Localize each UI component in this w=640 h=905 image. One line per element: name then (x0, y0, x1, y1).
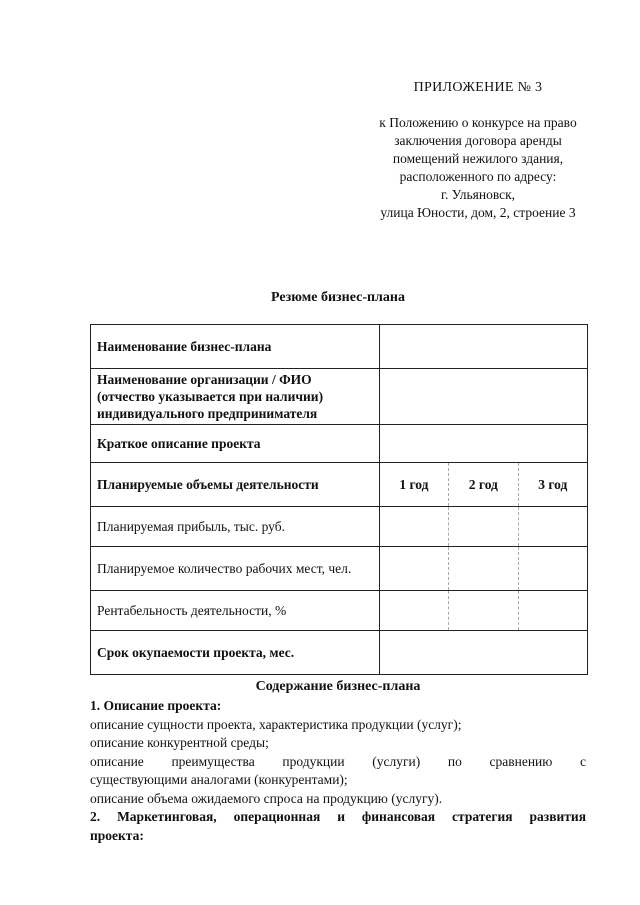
organization-name-label: Наименование организации / ФИО (отчество указывается при наличии) индивидуального предпринимателя (91, 369, 380, 425)
brief-description-value[interactable] (379, 425, 587, 463)
table-row (91, 425, 588, 463)
profitability-year-3[interactable] (518, 591, 587, 631)
payback-period-value[interactable] (379, 631, 587, 675)
planned-profit-year-1[interactable] (379, 507, 448, 547)
brief-description-label: Краткое описание проекта (91, 425, 380, 463)
table-row (91, 325, 588, 369)
list-item: существующими аналогами (конкурентами); (90, 772, 348, 787)
planned-volumes-label: Планируемые объемы деятельности (91, 463, 380, 507)
reference-line: г. Ульяновск, (440, 187, 516, 202)
profitability-label: Рентабельность деятельности, % (91, 591, 380, 631)
resume-table (90, 324, 588, 675)
reference-line: к Положению о конкурсе на право (379, 115, 577, 130)
list-item: описание сущности проекта, характеристика продукции (услуг); (90, 716, 462, 732)
reference-line: улица Юности, дом, 2, строение 3 (380, 205, 576, 220)
year-1-header: 1 год (379, 463, 448, 507)
list-item: описание преимущества продукции (услуги) по сравнению с (90, 753, 586, 769)
planned-profit-year-3[interactable] (518, 507, 587, 547)
business-plan-name-label: Наименование бизнес-плана (91, 325, 380, 369)
section-1-title: 1. Описание проекта: (90, 698, 222, 713)
table-row (91, 591, 588, 631)
contents-body (90, 697, 586, 845)
table-row (91, 507, 588, 547)
planned-jobs-year-1[interactable] (379, 547, 448, 591)
appendix-title: ПРИЛОЖЕНИЕ № 3 (413, 80, 543, 95)
organization-name-value[interactable] (379, 369, 587, 425)
reference-line: расположенного по адресу: (399, 169, 557, 184)
resume-title: Резюме бизнес-плана (271, 290, 405, 305)
profitability-year-2[interactable] (449, 591, 518, 631)
list-item: описание объема ожидаемого спроса на продукцию (услугу). (90, 790, 443, 806)
payback-period-label: Срок окупаемости проекта, мес. (91, 631, 380, 675)
regulation-reference (336, 114, 620, 222)
table-row (91, 369, 588, 425)
reference-line: помещений нежилого здания, (392, 151, 564, 166)
planned-profit-label: Планируемая прибыль, тыс. руб. (91, 507, 380, 547)
planned-jobs-year-3[interactable] (518, 547, 587, 591)
table-row (91, 463, 588, 507)
planned-jobs-year-2[interactable] (449, 547, 518, 591)
table-row (91, 547, 588, 591)
section-2-title: 2. Маркетинговая, операционная и финансовая стратегия развития (90, 809, 586, 824)
list-item: описание конкурентной среды; (90, 735, 269, 750)
year-3-header: 3 год (518, 463, 587, 507)
planned-profit-year-2[interactable] (449, 507, 518, 547)
table-row (91, 631, 588, 675)
business-plan-name-value[interactable] (379, 325, 587, 369)
planned-jobs-label: Планируемое количество рабочих мест, чел. (91, 547, 380, 591)
reference-line: заключения договора аренды (394, 133, 562, 148)
profitability-year-1[interactable] (379, 591, 448, 631)
section-2-title-cont: проекта: (90, 827, 144, 843)
contents-title: Содержание бизнес-плана (255, 679, 421, 694)
year-2-header: 2 год (449, 463, 518, 507)
